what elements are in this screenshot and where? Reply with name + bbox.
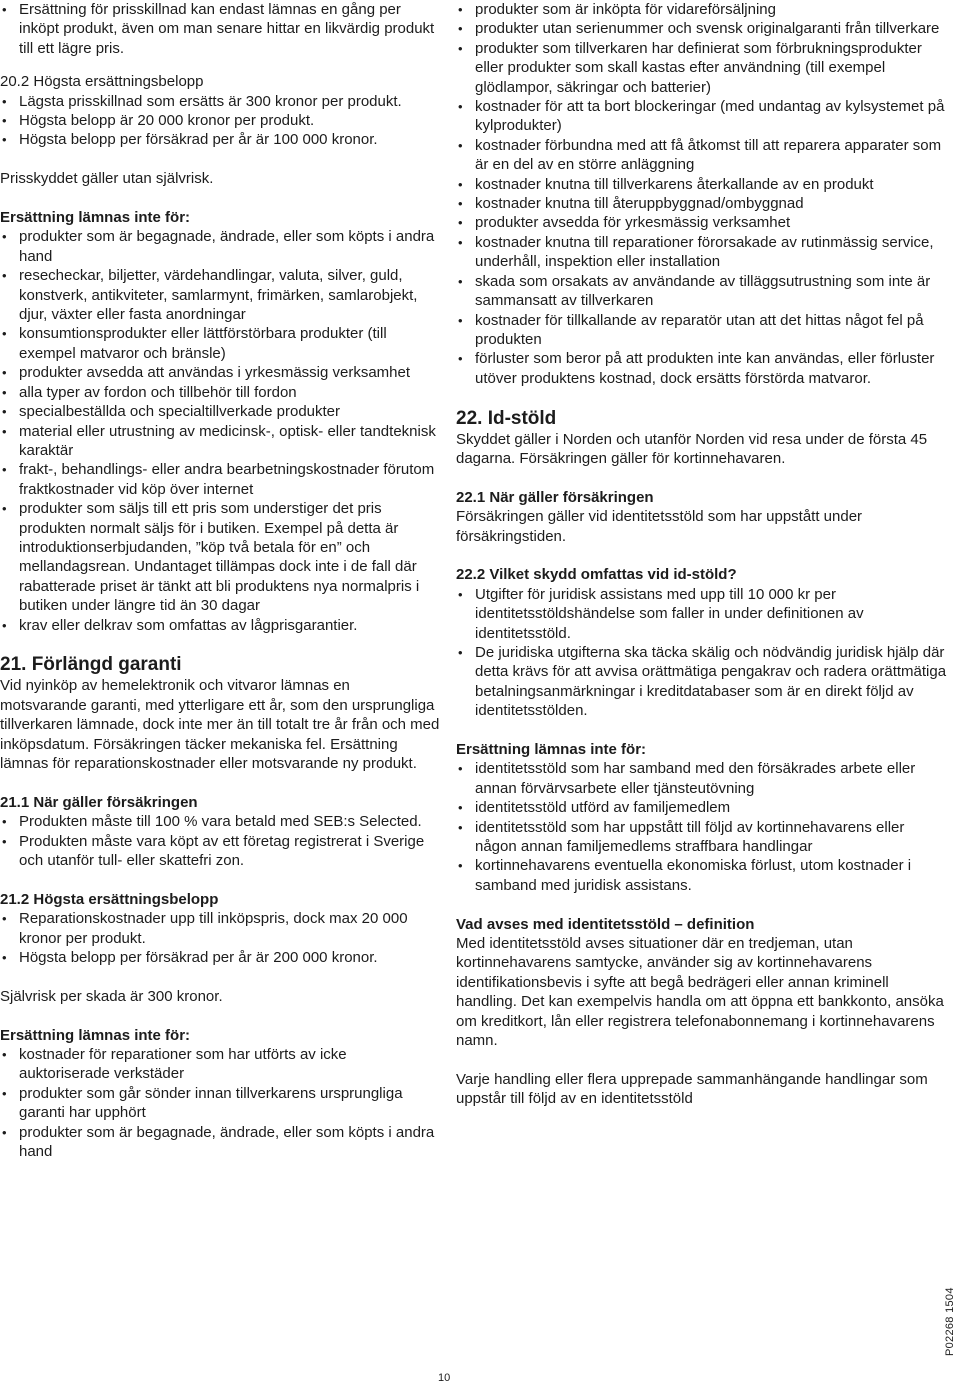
list-item: • kostnader knutna till tillverkarens återkallande av en produkt <box>456 175 948 194</box>
s21-2-note: Självrisk per skada är 300 kronor. <box>0 987 223 1005</box>
list-item: • identitetsstöld utförd av familjemedlem <box>456 798 948 817</box>
exclusions-list <box>0 1045 440 1161</box>
s20-2-list <box>0 92 440 150</box>
definition-heading: Vad avses med identitetsstöld – definition <box>456 915 755 933</box>
list-item: • alla typer av fordon och tillbehör till fordon <box>0 383 440 402</box>
s20-2-note: Prisskyddet gäller utan självrisk. <box>0 170 214 188</box>
list-item: • kostnader förbundna med att få åtkomst till att reparera apparater som är en del av en större anläggning <box>456 136 948 175</box>
list-item: • produkter avsedda för yrkesmässig verksamhet <box>456 213 948 232</box>
section-heading-22-1: 22.1 När gäller försäkringen <box>456 488 654 506</box>
list-item: • produkter utan serienummer och svensk originalgaranti från tillverkare <box>456 19 948 38</box>
list-item: • produkter som är begagnade, ändrade, eller som köpts i andra hand <box>0 1123 440 1162</box>
list-item: • Lägsta prisskillnad som ersätts är 300 kronor per produkt. <box>0 92 440 111</box>
definition-text: Med identitetsstöld avses situationer där en tredjeman, utan kortinnehavarens samtycke, använder sig av kortinnehavarens identifikationsbevis i syfte att begå bedrägeri eller annan kriminell handling. Det kan exempelvis handla om att öppna ett bankkonto, ansöka om kreditkort, lån eller registrera telefonabonnemang i kortinnehavarens namn. <box>456 935 944 1050</box>
list-item: • identitetsstöld som har samband med den försäkrades arbete eller annan förvärvsarbete eller tjänsteutövning <box>456 759 948 798</box>
intro-list <box>0 0 440 58</box>
exclusions-list-continued <box>456 0 948 388</box>
exclusions-list <box>0 227 440 635</box>
list-item: • identitetsstöld som har uppstått till följd av kortinnehavarens eller någon annan familjemedlems straffbara handlingar <box>456 818 948 857</box>
page-number: 10 <box>438 1372 451 1384</box>
list-item: • Högsta belopp är 20 000 kronor per produkt. <box>0 111 440 130</box>
list-item: • kostnader för reparationer som har utförts av icke auktoriserade verkstäder <box>0 1045 440 1084</box>
list-item: • frakt-, behandlings- eller andra bearbetningskostnader förutom fraktkostnader vid köp över internet <box>0 460 440 499</box>
section-heading-22-2: 22.2 Vilket skydd omfattas vid id-stöld? <box>456 566 737 584</box>
section-heading-21-1: 21.1 När gäller försäkringen <box>0 793 198 811</box>
list-item: • Högsta belopp per försäkrad per år är 200 000 kronor. <box>0 948 440 967</box>
section-heading-20-2: 20.2 Högsta ersättningsbelopp <box>0 73 204 91</box>
list-item: • produkter som säljs till ett pris som understiger det pris produkten normalt säljs för i butiken. Exempel på detta är introduktionserbjudanden, ”köp två betala för en” och mellandagsrean. Undantaget tillämpas dock inte i de fall där rabatterade priset är tänkt att bli produktens nya normalpris i butiken under längre tid än 30 dagar <box>0 499 440 615</box>
list-item: • kostnader knutna till reparationer förorsakade av rutinmässig service, underhåll, inspektion eller installation <box>456 233 948 272</box>
definition-text-2: Varje handling eller flera upprepade sammanhängande handlingar som uppstår till följd av en identitetsstöld <box>456 1070 928 1108</box>
section-heading-22: 22. Id-stöld <box>456 407 557 429</box>
s22-text: Skyddet gäller i Norden och utanför Norden vid resa under de första 45 dagarna. Försäkringen gäller för kortinnehavaren. <box>456 430 928 467</box>
s21-text: Vid nyinköp av hemelektronik och vitvaror lämnas en motsvarande garanti, med ytterligare ett år, som den ursprungliga tillverkaren lämnade, dock inte mer än till totalt tre år från och med inköpsdatum. Försäkringen täcker mekaniska fel. Ersättning lämnas för reparationskostnader eller motsvarande ny produkt. <box>0 677 440 772</box>
exclusions-heading: Ersättning lämnas inte för: <box>456 740 647 758</box>
list-item: • produkter som är inköpta för vidareförsäljning <box>456 0 948 19</box>
list-item: • produkter som går sönder innan tillverkarens ursprungliga garanti har upphört <box>0 1084 440 1123</box>
list-item: • specialbeställda och specialtillverkade produkter <box>0 402 440 421</box>
exclusions-list <box>456 759 948 895</box>
list-item: • material eller utrustning av medicinsk-, optisk- eller tandteknisk karaktär <box>0 422 440 461</box>
list-item: • Utgifter för juridisk assistans med upp till 10 000 kr per identitetsstöldshändelse som faller in under definitionen av identitetsstöld. <box>456 585 948 643</box>
s21-2-list <box>0 909 440 967</box>
exclusions-heading: Ersättning lämnas inte för: <box>0 209 191 227</box>
list-item: • Reparationskostnader upp till inköpspris, dock max 20 000 kronor per produkt. <box>0 909 440 948</box>
s21-1-list <box>0 812 440 870</box>
list-item: • De juridiska utgifterna ska täcka skälig och nödvändig juridisk hjälp där detta krävs för att avvisa orättmätiga pengakrav och radera orättmätiga betalningsanmärkningar i kreditdatabaser som är en direkt följd av identitetsstölden. <box>456 643 948 721</box>
left-column <box>0 0 440 1161</box>
list-item: • konsumtionsprodukter eller lättförstörbara produkter (till exempel matvaror och bränsle) <box>0 324 440 363</box>
list-item: • kostnader för tillkallande av reparatör utan att det hittas något fel på produkten <box>456 311 948 350</box>
exclusions-heading: Ersättning lämnas inte för: <box>0 1026 191 1044</box>
list-item: • resecheckar, biljetter, värdehandlingar, valuta, silver, guld, konstverk, antikviteter, samlarmynt, frimärken, samlarobjekt, djur, växter eller fasta anordningar <box>0 266 440 324</box>
list-item: • produkter som är begagnade, ändrade, eller som köpts i andra hand <box>0 227 440 266</box>
list-item: • produkter som tillverkaren har definierat som förbrukningsprodukter eller produkter som skall kastas efter användning (till exempel glödlampor, säkringar och batterier) <box>456 39 948 97</box>
list-item: • Produkten måste till 100 % vara betald med SEB:s Selected. <box>0 812 440 831</box>
s22-1-text: Försäkringen gäller vid identitetsstöld som har uppstått under försäkringstiden. <box>456 508 863 545</box>
list-item: • förluster som beror på att produkten inte kan användas, eller förluster utöver produktens kostnad, dock ersätts förstörda matvaror. <box>456 349 948 388</box>
list-item: • krav eller delkrav som omfattas av lågprisgarantier. <box>0 616 440 635</box>
section-heading-21-2: 21.2 Högsta ersättningsbelopp <box>0 890 219 908</box>
list-item: • kortinnehavarens eventuella ekonomiska förlust, utom kostnader i samband med juridisk assistans. <box>456 856 948 895</box>
section-heading-21: 21. Förlängd garanti <box>0 654 182 676</box>
list-item: • kostnader knutna till återuppbyggnad/ombyggnad <box>456 194 948 213</box>
document-code: P02268 1504 <box>944 1287 956 1356</box>
list-item: • Ersättning för prisskillnad kan endast lämnas en gång per inköpt produkt, även om man senare hittar en likvärdig produkt till ett lägre pris. <box>0 0 440 58</box>
list-item: • produkter avsedda att användas i yrkesmässig verksamhet <box>0 363 440 382</box>
s22-2-list <box>456 585 948 721</box>
list-item: • skada som orsakats av användande av tilläggsutrustning som inte är sammansatt av tillverkaren <box>456 272 948 311</box>
list-item: • Högsta belopp per försäkrad per år är 100 000 kronor. <box>0 130 440 149</box>
list-item: • kostnader för att ta bort blockeringar (med undantag av kylsystemet på kylprodukter) <box>456 97 948 136</box>
list-item: • Produkten måste vara köpt av ett företag registrerat i Sverige och utanför tull- eller skattefri zon. <box>0 832 440 871</box>
right-column <box>456 0 948 1109</box>
